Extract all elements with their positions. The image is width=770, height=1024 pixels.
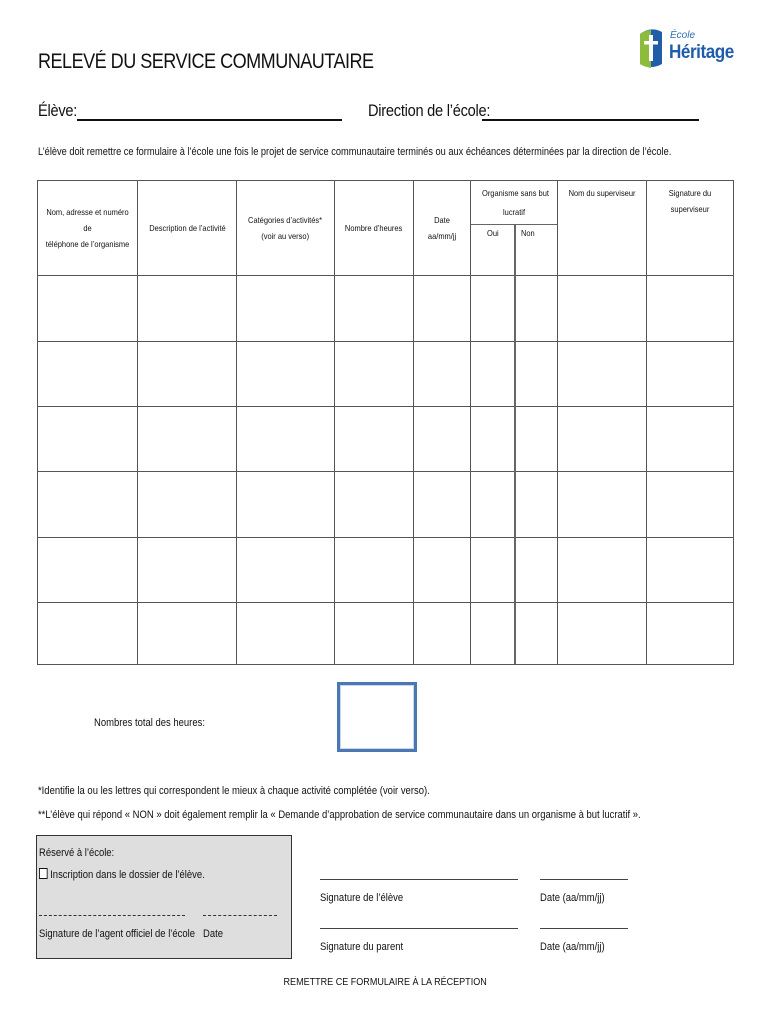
parent-signature-label: Signature du parent [320, 941, 404, 953]
table-row [38, 472, 734, 538]
table-row [38, 276, 734, 342]
col-supervisor-signature-header: Signature du superviseur [647, 181, 734, 276]
student-name-field[interactable] [77, 119, 342, 121]
parent-date-label: Date (aa/mm/jj) [540, 941, 605, 953]
student-label: Élève: [38, 101, 78, 120]
col-organization-header: Nom, adresse et numéro de téléphone de l’organisme [38, 181, 138, 276]
col-date-header: Date aa/mm/jj [414, 181, 471, 276]
page-title: RELEVÉ DU SERVICE COMMUNAUTAIRE [38, 50, 374, 73]
inscription-checkbox[interactable] [39, 868, 48, 879]
table-row [38, 342, 734, 407]
parent-signature-line[interactable] [320, 928, 518, 929]
agent-signature-line[interactable] [39, 915, 185, 916]
logo-emblem-icon [636, 26, 666, 70]
student-signature-line[interactable] [320, 879, 518, 880]
logo-text-small: École [670, 30, 696, 41]
oui-non-divider [514, 224, 516, 664]
school-logo [636, 26, 734, 76]
logo-text-large: Héritage [669, 42, 734, 63]
parent-date-line[interactable] [540, 928, 628, 929]
table-row [38, 407, 734, 472]
col-category-header: Catégories d’activités* (voir au verso) [237, 181, 335, 276]
col-supervisor-name-header: Nom du superviseur [558, 181, 647, 276]
agent-date-label: Date [203, 928, 223, 940]
agent-signature-label: Signature de l’agent officiel de l’école [39, 928, 196, 940]
reserved-title: Réservé à l’école: [39, 847, 115, 859]
direction-label: Direction de l’école: [368, 101, 491, 120]
inscription-label: Inscription dans le dossier de l’élève. [50, 869, 205, 881]
nonprofit-non: Non [521, 228, 535, 238]
nonprofit-label-line2: lucratif [503, 207, 526, 217]
instruction-text: L’élève doit remettre ce formulaire à l’école une fois le projet de service communautaire terminés ou aux échéances déterminées par la direction de l’école. [38, 146, 672, 158]
student-date-label: Date (aa/mm/jj) [540, 892, 605, 904]
reserved-checkbox-row [39, 868, 205, 881]
direction-field[interactable] [482, 119, 699, 121]
table-header-row [38, 181, 734, 276]
agent-date-line[interactable] [203, 915, 277, 916]
student-date-line[interactable] [540, 879, 628, 880]
footnote-categories: *Identifie la ou les lettres qui correspondent le mieux à chaque activité complétée (voir verso). [38, 785, 430, 797]
total-hours-label: Nombres total des heures: [94, 717, 205, 729]
nonprofit-label-line1: Organisme sans but [482, 188, 549, 198]
total-hours-box[interactable] [337, 682, 417, 752]
table-row [38, 538, 734, 603]
col-hours-header: Nombre d’heures [335, 181, 414, 276]
table-row [38, 603, 734, 665]
student-signature-label: Signature de l’élève [320, 892, 404, 904]
footer-text: REMETTRE CE FORMULAIRE À LA RÉCEPTION [283, 976, 487, 988]
nonprofit-oui: Oui [487, 228, 499, 238]
col-description-header: Description de l’activité [138, 181, 237, 276]
reserved-section [36, 835, 292, 959]
activity-table [37, 180, 734, 665]
footnote-nonprofit: **L’élève qui répond « NON » doit également remplir la « Demande d’approbation de service communautaire dans un organisme à but lucratif ». [38, 809, 641, 821]
